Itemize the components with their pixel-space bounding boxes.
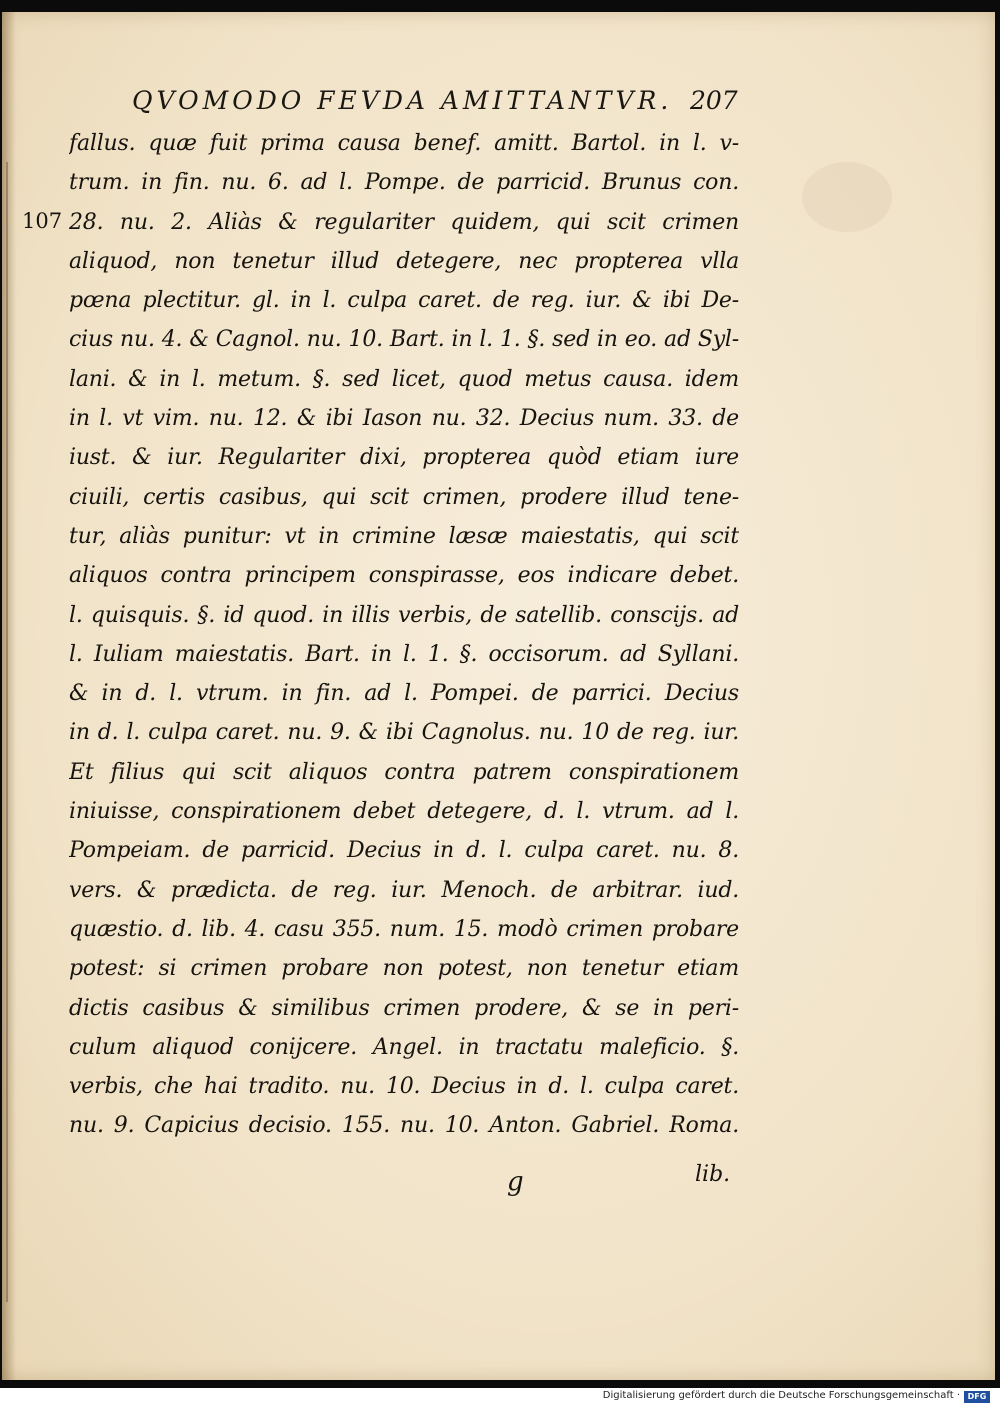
catchword: lib. [695, 1162, 731, 1187]
text-line: aliquos contra principem conspirasse, eos indicare debet. [69, 563, 739, 589]
text-line: pœna plectitur. gl. in l. culpa caret. de reg. iur. & ibi De- [69, 288, 739, 314]
text-line: l. Iuliam maiestatis. Bart. in l. 1. §. occisorum. ad Syllani. [69, 641, 739, 667]
text-line: in l. vt vim. nu. 12. & ibi Iason nu. 32. Decius num. 33. de [69, 406, 739, 432]
page-edge-line [6, 162, 8, 1302]
text-line: nu. 9. Capicius decisio. 155. nu. 10. Anton. Gabriel. Roma. [69, 1113, 739, 1139]
text-line: quæstio. d. lib. 4. casu 355. num. 15. modò crimen probare [69, 916, 739, 942]
text-line: iniuisse, conspirationem debet detegere, d. l. vtrum. ad l. [69, 799, 739, 825]
text-line: 28. nu. 2. Aliàs & regulariter quidem, qui scit crimen [69, 209, 739, 235]
paper-stain [802, 162, 892, 232]
text-line: verbis, che hai tradito. nu. 10. Decius in d. l. culpa caret. [69, 1074, 739, 1100]
spine-shadow [2, 12, 16, 1380]
book-page [2, 12, 995, 1380]
digitization-footer [0, 1388, 1000, 1406]
body-text [69, 124, 739, 1146]
text-line: culum aliquod conijcere. Angel. in tractatu maleficio. §. [69, 1034, 739, 1060]
text-line: dictis casibus & similibus crimen prodere, & se in peri- [69, 995, 739, 1021]
text-line: vers. & prædicta. de reg. iur. Menoch. de arbitrar. iud. [69, 877, 739, 903]
funding-credit: Digitalisierung gefördert durch die Deutsche Forschungsgemeinschaft · [602, 1390, 960, 1401]
page-number: 207 [690, 86, 738, 115]
text-line: & in d. l. vtrum. in fin. ad l. Pompei. de parrici. Decius [69, 681, 739, 707]
text-line: ciuili, certis casibus, qui scit crimen, prodere illud tene- [69, 484, 739, 510]
margin-note: 107 [22, 209, 63, 233]
text-line: cius nu. 4. & Cagnol. nu. 10. Bart. in l. 1. §. sed in eo. ad Syl- [69, 327, 739, 353]
text-line: in d. l. culpa caret. nu. 9. & ibi Cagnolus. nu. 10 de reg. iur. [69, 720, 739, 746]
text-line: Et filius qui scit aliquos contra patrem conspirationem [69, 759, 739, 785]
running-title: QVOMODO FEVDA AMITTANTVR. [132, 86, 673, 115]
dfg-logo-icon: DFG [964, 1391, 990, 1403]
text-line: tur, aliàs punitur: vt in crimine læsæ maiestatis, qui scit [69, 523, 739, 549]
text-line: trum. in fin. nu. 6. ad l. Pompe. de parricid. Brunus con. [69, 170, 739, 196]
text-line: potest: si crimen probare non potest, non tenetur etiam [69, 956, 739, 982]
text-line: iust. & iur. Regulariter dixi, propterea quòd etiam iure [69, 445, 739, 471]
text-line: fallus. quæ fuit prima causa benef. amitt. Bartol. in l. v- [69, 131, 739, 156]
text-line: lani. & in l. metum. §. sed licet, quod metus causa. idem [69, 366, 739, 392]
signature-mark: g [507, 1167, 524, 1197]
text-line: Pompeiam. de parricid. Decius in d. l. culpa caret. nu. 8. [69, 838, 739, 864]
page-header [2, 72, 995, 122]
text-line: aliquod, non tenetur illud detegere, nec propterea vlla [69, 248, 739, 274]
text-line: l. quisquis. §. id quod. in illis verbis, de satellib. conscijs. ad [69, 602, 739, 628]
